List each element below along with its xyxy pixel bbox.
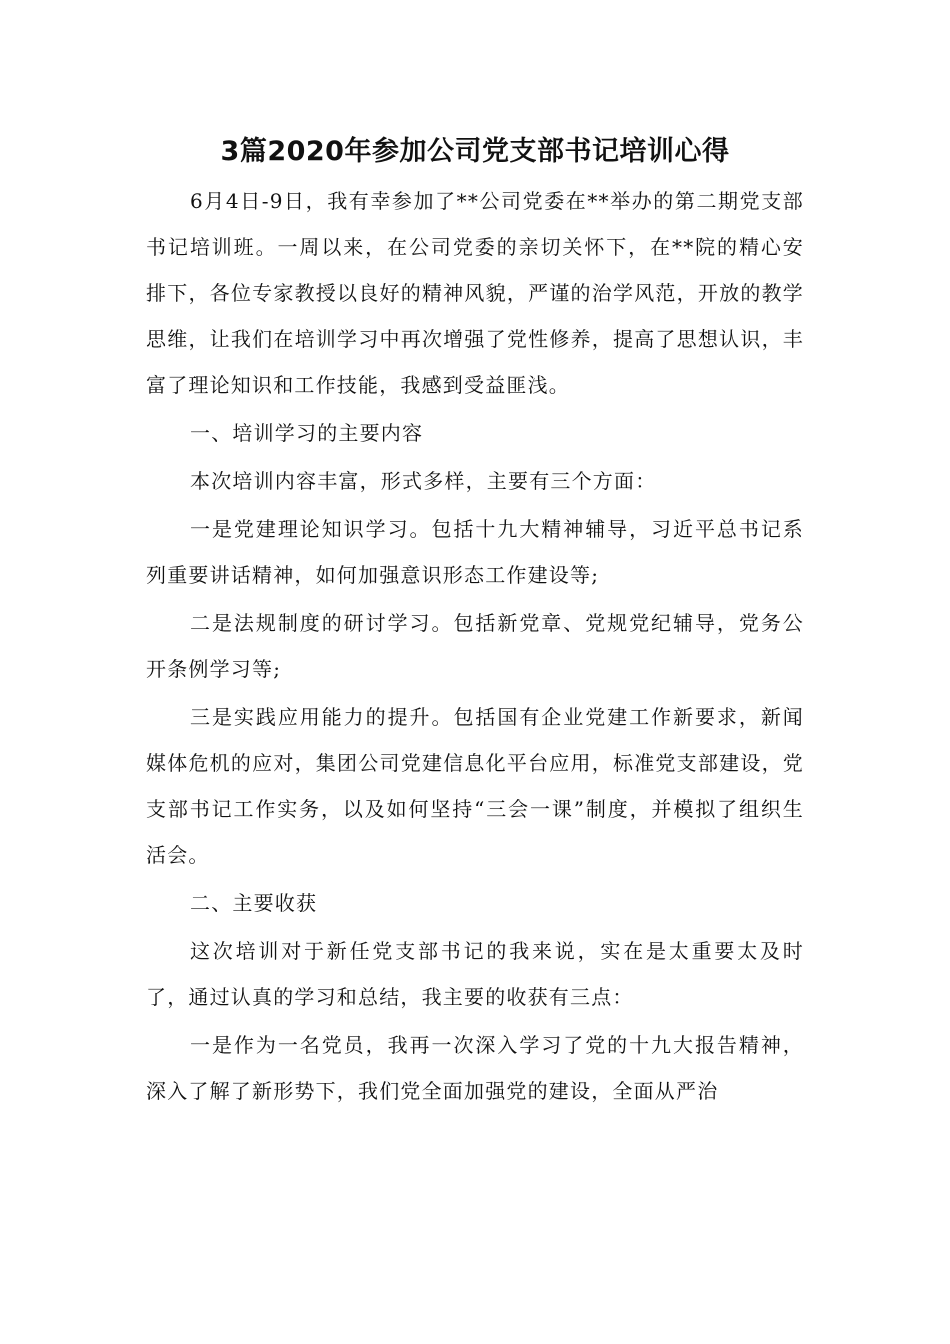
paragraph-point-three: 三是实践应用能力的提升。包括国有企业党建工作新要求，新闻媒体危机的应对，集团公司党建信息化平台应用，标准党支部建设，党支部书记工作实务，以及如何坚持“三会一课”制度，并模拟了组织生活会。	[146, 705, 804, 867]
document-title: 3篇2020年参加公司党支部书记培训心得	[220, 136, 730, 167]
document-body	[146, 178, 804, 1116]
section-heading-training-content: 一、培训学习的主要内容	[190, 421, 424, 445]
paragraph-gain-one: 一是作为一名党员，我再一次深入学习了党的十九大报告精神，深入了解了新形势下，我们党全面加强党的建设，全面从严治	[146, 1033, 804, 1103]
section-heading-main-gains: 二、主要收获	[190, 891, 318, 915]
paragraph-gains-intro: 这次培训对于新任党支部书记的我来说，实在是太重要太及时了，通过认真的学习和总结，我主要的收获有三点：	[146, 939, 804, 1009]
paragraph-overview: 本次培训内容丰富，形式多样，主要有三个方面：	[190, 469, 657, 493]
paragraph-point-one: 一是党建理论知识学习。包括十九大精神辅导，习近平总书记系列重要讲话精神，如何加强意识形态工作建设等;	[146, 517, 804, 587]
paragraph-point-two: 二是法规制度的研讨学习。包括新党章、党规党纪辅导，党务公开条例学习等;	[146, 611, 804, 681]
paragraph-intro: 6月4日-9日，我有幸参加了**公司党委在**举办的第二期党支部书记培训班。一周以来，在公司党委的亲切关怀下，在**院的精心安排下，各位专家教授以良好的精神风貌，严谨的治学风范，开放的教学思维，让我们在培训学习中再次增强了党性修养，提高了思想认识，丰富了理论知识和工作技能，我感到受益匪浅。	[146, 189, 804, 397]
